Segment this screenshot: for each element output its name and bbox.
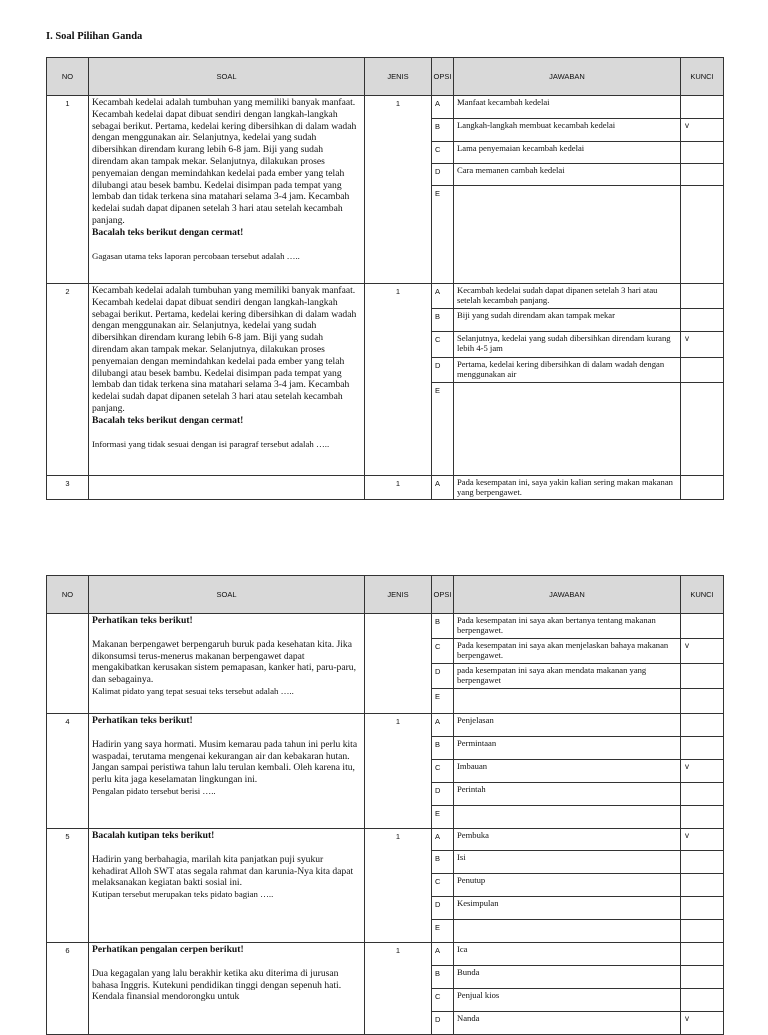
header-jawaban: JAWABAN xyxy=(454,58,681,96)
header-kunci: KUNCI xyxy=(681,576,724,614)
option-letter: A xyxy=(432,829,454,851)
answer-key xyxy=(681,714,724,737)
header-no: NO xyxy=(47,576,89,614)
table-row xyxy=(47,714,724,737)
option-answer xyxy=(454,186,681,284)
option-answer: Pertama, kedelai kering dibersihkan di dalam wadah dengan menggunakan air xyxy=(454,358,681,383)
passage: Makanan berpengawet berpengaruh buruk pada kesehatan kita. Jika dikonsumsi terus-menerus makanan berpengawet dapat mengakibatkan kerusakan sistem pemapasan, kanker hati, paru-paru, dan sebagainya. xyxy=(92,638,356,686)
option-letter: B xyxy=(432,737,454,760)
question-type: 1 xyxy=(365,829,432,943)
option-answer: Lama penyemaian kecambah kedelai xyxy=(454,142,681,164)
option-answer: Penutup xyxy=(454,874,681,897)
option-answer: Penjelasan xyxy=(454,714,681,737)
question-text xyxy=(89,943,365,1035)
option-answer: Kesimpulan xyxy=(454,897,681,920)
question-type: 1 xyxy=(365,714,432,829)
table-row xyxy=(47,943,724,966)
answer-key: v xyxy=(681,639,724,664)
option-answer: Bunda xyxy=(454,966,681,989)
answer-key: v xyxy=(681,119,724,142)
question-prompt: Informasi yang tidak sesuai dengan isi paragraf tersebut adalah ….. xyxy=(92,438,330,449)
header-opsi: OPSI xyxy=(432,58,454,96)
answer-key: v xyxy=(681,332,724,358)
table-row xyxy=(47,96,724,119)
option-letter: B xyxy=(432,309,454,332)
option-letter: C xyxy=(432,639,454,664)
option-answer xyxy=(454,806,681,829)
question-prompt: Kalimat pidato yang tepat sesuai teks tersebut adalah ….. xyxy=(92,685,294,696)
option-answer: Pada kesempatan ini saya akan menjelaskan bahaya makanan berpengawet. xyxy=(454,639,681,664)
table-row xyxy=(47,614,724,639)
question-number: 6 xyxy=(47,943,89,1035)
option-answer: Kecambah kedelai sudah dapat dipanen setelah 3 hari atau setelah kecambah panjang. xyxy=(454,284,681,309)
option-answer xyxy=(454,383,681,476)
answer-key xyxy=(681,783,724,806)
instruction: Bacalah teks berikut dengan cermat! xyxy=(92,414,244,426)
option-letter: A xyxy=(432,96,454,119)
option-letter: E xyxy=(432,806,454,829)
option-answer: pada kesempatan ini saya akan mendata makanan yang berpengawet xyxy=(454,664,681,689)
option-letter: A xyxy=(432,943,454,966)
option-answer xyxy=(454,920,681,943)
question-text xyxy=(89,829,365,943)
option-answer: Manfaat kecambah kedelai xyxy=(454,96,681,119)
question-number: 5 xyxy=(47,829,89,943)
passage: Kecambah kedelai adalah tumbuhan yang memiliki banyak manfaat. Kecambah kedelai dapat dibuat sendiri dengan langkah-langkah sebagai berikut. Pertama, kedelai kering dibersihkan di dalam wadah dengan menggunakan air. Selanjutnya, kedelai yang sudah dibersihkan direndam kurang lebih 6-8 jam. Biji yang sudah direndam akan tampak mekar. Selanjutnya, dilakukan proses penyemaian dengan memindahkan kedelai pada ember yang telah dilubangi atau besek bambu. Kedelai disimpan pada tempat yang lembab dan tidak terkena sina matahari selama 3-4 jam. Kecambah kedelai sudah dapat dipanen setelah 3 hari atau setelah kecambah panjang. xyxy=(92,285,357,414)
instruction: Bacalah teks berikut dengan cermat! xyxy=(92,226,244,238)
option-letter: C xyxy=(432,989,454,1012)
header-jawaban: JAWABAN xyxy=(454,576,681,614)
question-type: 1 xyxy=(365,943,432,1035)
option-answer: Isi xyxy=(454,851,681,874)
option-letter: D xyxy=(432,1012,454,1035)
answer-key xyxy=(681,476,724,500)
option-letter: C xyxy=(432,332,454,358)
instruction: Bacalah kutipan teks berikut! xyxy=(92,830,215,841)
table-header-row xyxy=(47,58,724,96)
question-number: 3 xyxy=(47,476,89,500)
answer-key xyxy=(681,737,724,760)
passage: Kecambah kedelai adalah tumbuhan yang memiliki banyak manfaat. Kecambah kedelai dapat dibuat sendiri dengan langkah-langkah sebagai berikut. Pertama, kedelai kering dibersihkan di dalam wadah dengan menggunakan air. Selanjutnya, kedelai yang sudah dibersihkan direndam kurang lebih 6-8 jam. Biji yang sudah direndam akan tampak mekar. Selanjutnya, dilakukan proses penyemaian dengan memindahkan kedelai pada ember yang telah dilubangi atau besek bambu. Kedelai disimpan pada tempat yang lembab dan tidak terkena sina matahari selama 3-4 jam. Kecambah kedelai sudah dapat dipanen setelah 3 hari atau setelah kecambah panjang. xyxy=(92,97,357,226)
answer-key: v xyxy=(681,760,724,783)
instruction: Perhatikan pengalan cerpen berikut! xyxy=(92,944,244,955)
question-text xyxy=(89,714,365,829)
question-number: 1 xyxy=(47,96,89,284)
question-prompt: Kutipan tersebut merupakan teks pidato bagian ….. xyxy=(92,889,274,900)
header-soal: SOAL xyxy=(89,576,365,614)
answer-key xyxy=(681,920,724,943)
option-letter: A xyxy=(432,476,454,500)
option-letter: B xyxy=(432,966,454,989)
answer-key xyxy=(681,284,724,309)
question-type: 1 xyxy=(365,284,432,476)
option-answer: Cara memanen cambah kedelai xyxy=(454,164,681,186)
header-soal: SOAL xyxy=(89,58,365,96)
answer-key: v xyxy=(681,1012,724,1035)
option-letter: B xyxy=(432,119,454,142)
question-table-2 xyxy=(46,575,724,1035)
option-letter: C xyxy=(432,760,454,783)
option-letter: D xyxy=(432,897,454,920)
option-letter: E xyxy=(432,689,454,714)
option-letter: B xyxy=(432,614,454,639)
answer-key xyxy=(681,989,724,1012)
option-letter: E xyxy=(432,920,454,943)
table-row xyxy=(47,284,724,309)
question-type: 1 xyxy=(365,96,432,284)
option-answer: Langkah-langkah membuat kecambah kedelai xyxy=(454,119,681,142)
option-letter: D xyxy=(432,664,454,689)
option-letter: A xyxy=(432,714,454,737)
instruction: Perhatikan teks berikut! xyxy=(92,615,193,626)
header-kunci: KUNCI xyxy=(681,58,724,96)
option-answer: Ica xyxy=(454,943,681,966)
option-letter: B xyxy=(432,851,454,874)
answer-key xyxy=(681,806,724,829)
answer-key xyxy=(681,614,724,639)
question-text xyxy=(89,96,365,284)
option-letter: D xyxy=(432,164,454,186)
option-letter: C xyxy=(432,874,454,897)
question-type: 1 xyxy=(365,476,432,500)
document-title: I. Soal Pilihan Ganda xyxy=(46,31,143,42)
answer-key xyxy=(681,358,724,383)
option-answer: Nanda xyxy=(454,1012,681,1035)
answer-key xyxy=(681,689,724,714)
option-answer: Pada kesempatan ini, saya yakin kalian sering makan makanan yang berpengawet. xyxy=(454,476,681,500)
answer-key: v xyxy=(681,829,724,851)
header-jenis: JENIS xyxy=(365,58,432,96)
option-letter: D xyxy=(432,358,454,383)
header-jenis: JENIS xyxy=(365,576,432,614)
question-prompt: Pengalan pidato tersebut berisi ….. xyxy=(92,785,216,796)
question-text xyxy=(89,614,365,714)
answer-key xyxy=(681,851,724,874)
answer-key xyxy=(681,383,724,476)
question-text xyxy=(89,284,365,476)
answer-key xyxy=(681,897,724,920)
passage: Hadirin yang saya hormati. Musim kemarau pada tahun ini perlu kita waspadai, terutama mengenai kekurangan air dan kebakaran hutan. Jangan sampai peristiwa tahun lalu terulan kembali. Oleh karena itu, perlu kita jaga keselamatan lingkungan ini. xyxy=(92,738,358,786)
option-answer: Permintaan xyxy=(454,737,681,760)
option-answer: Biji yang sudah direndam akan tampak mekar xyxy=(454,309,681,332)
answer-key xyxy=(681,943,724,966)
question-number: 2 xyxy=(47,284,89,476)
answer-key xyxy=(681,874,724,897)
question-table-1 xyxy=(46,57,724,500)
passage: Hadirin yang berbahagia, marilah kita panjatkan puji syukur kehadirat Alloh SWT atas segala rahmat dan karunia-Nya kita dapat melaksanakan kegiatan bakti sosial ini. xyxy=(92,853,354,889)
answer-key xyxy=(681,966,724,989)
answer-key xyxy=(681,309,724,332)
option-letter: D xyxy=(432,783,454,806)
instruction: Perhatikan teks berikut! xyxy=(92,715,193,726)
passage: Dua kegagalan yang lalu berakhir ketika aku diterima di jurusan bahasa Inggris. Kutekuni pendidikan tinggi dengan sepenuh hati. Kendala finansial mendorongku untuk xyxy=(92,967,342,1003)
question-prompt: Gagasan utama teks laporan percobaan tersebut adalah ….. xyxy=(92,250,300,261)
question-number: 4 xyxy=(47,714,89,829)
option-answer: Selanjutnya, kedelai yang sudah dibersihkan direndam kurang lebih 4-5 jam xyxy=(454,332,681,358)
option-answer: Pembuka xyxy=(454,829,681,851)
table-row xyxy=(47,829,724,851)
option-answer: Perintah xyxy=(454,783,681,806)
answer-key xyxy=(681,96,724,119)
answer-key xyxy=(681,664,724,689)
header-opsi: OPSI xyxy=(432,576,454,614)
answer-key xyxy=(681,164,724,186)
option-answer xyxy=(454,689,681,714)
header-no: NO xyxy=(47,58,89,96)
table-row xyxy=(47,476,724,500)
option-letter: A xyxy=(432,284,454,309)
answer-key xyxy=(681,142,724,164)
option-letter: E xyxy=(432,383,454,476)
option-answer: Penjual kios xyxy=(454,989,681,1012)
option-letter: E xyxy=(432,186,454,284)
table-header-row xyxy=(47,576,724,614)
option-answer: Pada kesempatan ini saya akan bertanya tentang makanan berpengawet. xyxy=(454,614,681,639)
option-answer: Imbauan xyxy=(454,760,681,783)
answer-key xyxy=(681,186,724,284)
option-letter: C xyxy=(432,142,454,164)
